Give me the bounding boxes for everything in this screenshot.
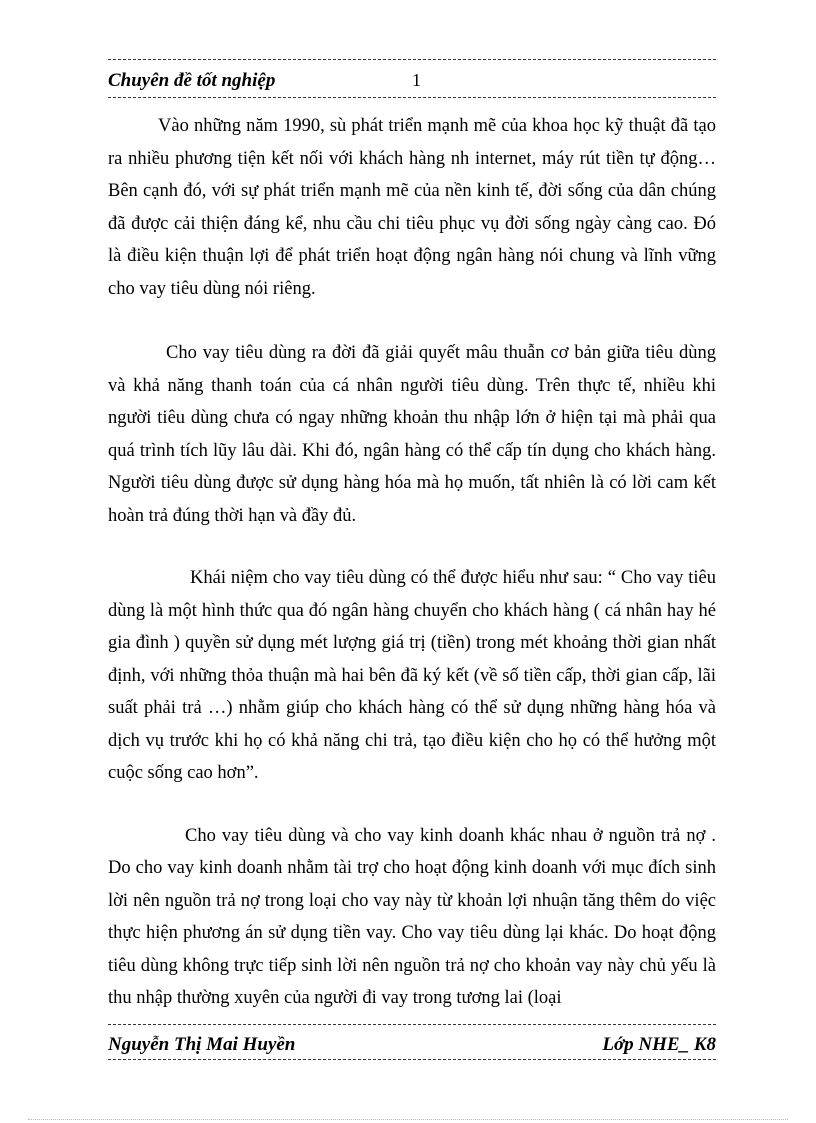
page-edge-dots <box>28 1119 788 1120</box>
page-number: 1 <box>412 70 421 90</box>
document-body <box>108 110 716 1015</box>
footer-bottom-rule <box>108 1059 716 1060</box>
footer-author: Nguyễn Thị Mai Huyền <box>108 1034 296 1055</box>
header-title: Chuyên đề tốt nghiệp <box>108 70 276 91</box>
paragraph-4: Cho vay tiêu dùng và cho vay kinh doanh khác nhau ở nguồn trả nợ . Do cho vay kinh doanh nhằm tài trợ cho hoạt động kinh doanh với mục đích sinh lời nên nguồn trả nợ trong loại cho vay này từ khoản lợi nhuận tăng thêm do việc thực hiện phương án sử dụng tiền vay. Cho vay tiêu dùng lại khác. Do hoạt động tiêu dùng không trực tiếp sinh lời nên nguồn trả nợ cho khoản vay này chủ yếu là thu nhập thường xuyên của người đi vay trong tương lai (loại <box>108 825 716 1008</box>
footer-class: Lớp NHE_ K8 <box>602 1034 716 1055</box>
footer-top-rule <box>108 1024 716 1025</box>
paragraph-3: Khái niệm cho vay tiêu dùng có thể được hiểu như sau: “ Cho vay tiêu dùng là một hình thức qua đó ngân hàng chuyển cho khách hàng ( cá nhân hay hé gia đình ) quyền sử dụng mét lượng giá trị (tiền) trong mét khoảng thời gian nhất định, với những thỏa thuận mà hai bên đã ký kết (về số tiền cấp, thời gian cấp, lãi suất phải trả …) nhằm giúp cho khách hàng có thể sử dụng những hàng hóa và dịch vụ trước khi họ có khả năng chi trả, tạo điều kiện cho họ có thể hưởng một cuộc sống cao hơn”. <box>108 568 716 783</box>
header-bottom-rule <box>108 97 716 98</box>
paragraph-2: Cho vay tiêu dùng ra đời đã giải quyết mâu thuẫn cơ bản giữa tiêu dùng và khả năng thanh toán của cá nhân người tiêu dùng. Trên thực tế, nhiều khi người tiêu dùng chưa có ngay những khoản thu nhập lớn ở hiện tại mà phải qua quá trình tích lũy lâu dài. Khi đó, ngân hàng có thể cấp tín dụng cho khách hàng. Người tiêu dùng được sử dụng hàng hóa mà họ muốn, tất nhiên là có lời cam kết hoàn trả đúng thời hạn và đầy đủ. <box>108 343 716 526</box>
paragraph-1: Vào những năm 1990, sù phát triển mạnh mẽ của khoa học kỹ thuật đã tạo ra nhiều phương tiện kết nối với khách hàng nh internet, máy rút tiền tự động… Bên cạnh đó, với sự phát triển mạnh mẽ của nền kinh tế, đời sống của dân chúng đã được cải thiện đáng kể, nhu cầu chi tiêu phục vụ đời sống ngày càng cao. Đó là điều kiện thuận lợi để phát triển hoạt động ngân hàng nói chung và lĩnh vững cho vay tiêu dùng nói riêng. <box>108 116 716 299</box>
header-top-rule <box>108 59 716 60</box>
